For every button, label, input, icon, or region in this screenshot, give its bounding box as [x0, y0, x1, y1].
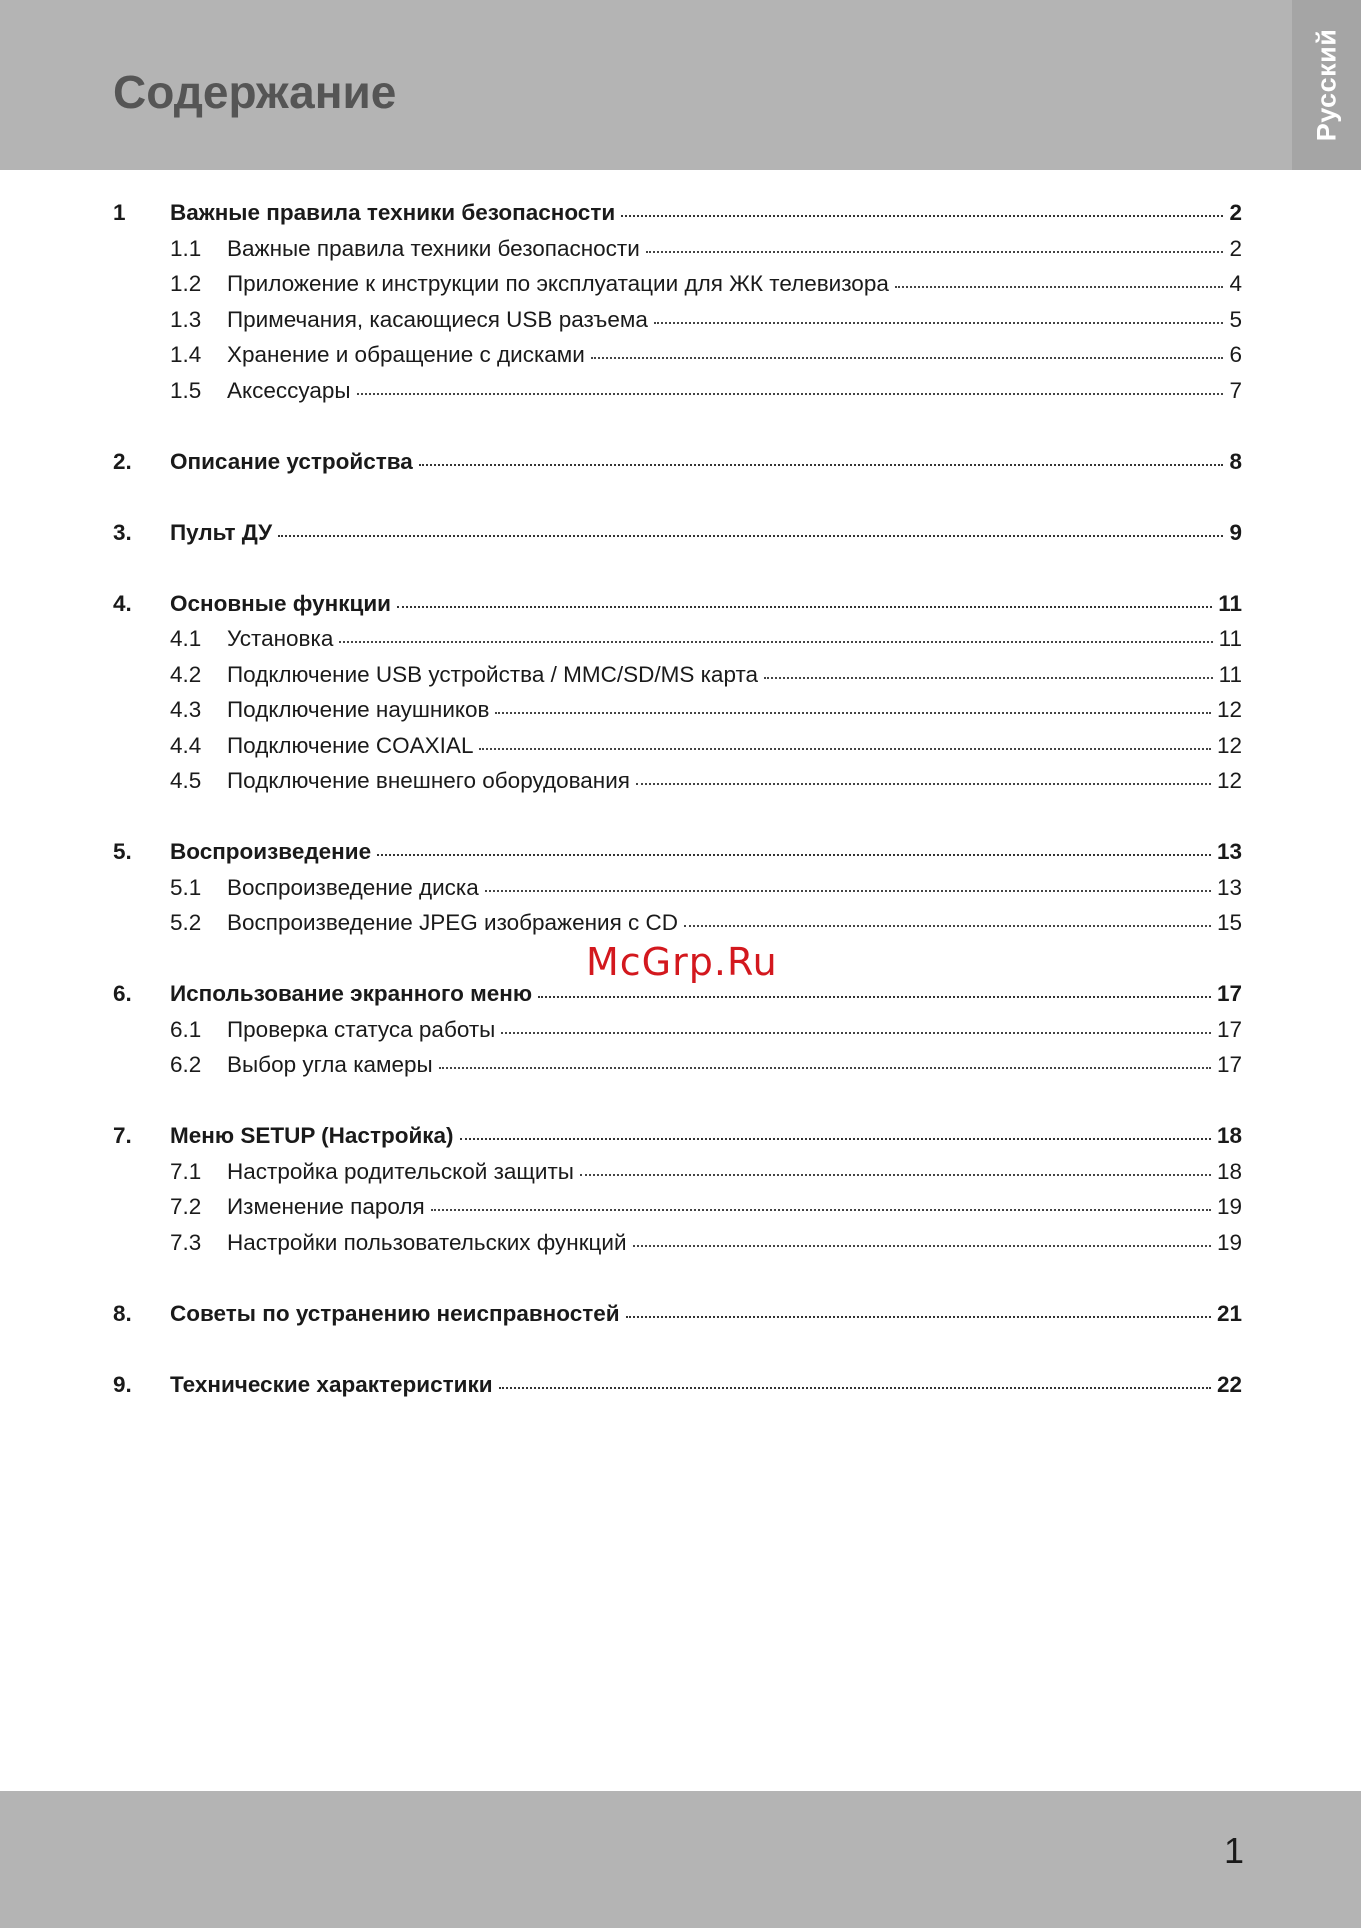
toc-entry-page: 11 [1218, 590, 1242, 616]
toc-entry-number: 2. [113, 448, 132, 474]
toc-entry-major[interactable] [113, 1296, 1242, 1332]
header-band [0, 0, 1292, 170]
toc-entry-sub[interactable] [113, 302, 1242, 338]
toc-entry-number: 7. [113, 1123, 132, 1148]
toc-entry-title: Приложение к инструкции по эксплуатации для ЖК телевизора [227, 271, 889, 296]
toc-entry-page: 2 [1229, 235, 1242, 261]
dot-leader [431, 1208, 1211, 1211]
toc-entry-number: 4.2 [170, 661, 202, 687]
toc-entry-title: Изменение пароля [227, 1194, 425, 1219]
toc-entry-page: 12 [1216, 768, 1242, 793]
toc-entry-number: 1.1 [170, 235, 202, 261]
toc-entry-sub[interactable] [113, 728, 1242, 764]
toc-entry-number: 1 [113, 200, 126, 225]
toc-entry-page: 12 [1216, 697, 1242, 722]
language-tab-label: Русский [1311, 28, 1341, 142]
toc-entry-number: 1.4 [170, 342, 202, 367]
toc-entry-page: 6 [1229, 342, 1242, 367]
toc-entry-major[interactable] [113, 444, 1242, 480]
toc-entry-title: Подключение наушников [227, 697, 490, 722]
toc-entry-number: 7.3 [170, 1229, 202, 1255]
table-of-contents [113, 195, 1242, 1402]
toc-entry-sub[interactable] [113, 763, 1242, 799]
toc-entry-page: 12 [1216, 732, 1242, 758]
toc-entry-page: 17 [1216, 981, 1242, 1006]
toc-entry-title: Воспроизведение диска [227, 874, 479, 900]
toc-entry-number: 4.5 [170, 768, 202, 793]
toc-entry-title: Настройка родительской защиты [227, 1158, 574, 1184]
toc-entry-title: Выбор угла камеры [227, 1052, 433, 1077]
toc-entry-title: Меню SETUP (Настройка) [170, 1123, 454, 1148]
dot-leader [499, 1386, 1211, 1389]
dot-leader [654, 321, 1224, 324]
dot-leader [501, 1031, 1211, 1034]
toc-entry-number: 4. [113, 590, 132, 616]
dot-leader [479, 747, 1211, 750]
page-title: Содержание [113, 66, 397, 118]
language-tab [1292, 0, 1361, 170]
toc-entry-number: 1.2 [170, 271, 202, 296]
toc-entry-major[interactable] [113, 834, 1242, 870]
toc-entry-sub[interactable] [113, 621, 1242, 657]
dot-leader [636, 782, 1211, 785]
toc-entry-page: 19 [1216, 1194, 1242, 1219]
toc-entry-page: 4 [1229, 271, 1242, 296]
toc-entry-sub[interactable] [113, 905, 1242, 941]
toc-entry-number: 7.1 [170, 1158, 202, 1184]
toc-entry-major[interactable] [113, 1367, 1242, 1403]
toc-entry-major[interactable] [113, 515, 1242, 551]
dot-leader [646, 250, 1224, 253]
dot-leader [460, 1137, 1211, 1140]
toc-entry-title: Подключение USB устройства / MMC/SD/MS карта [227, 661, 759, 687]
toc-entry-page: 22 [1216, 1371, 1242, 1397]
toc-entry-title: Настройки пользовательских функций [227, 1229, 627, 1255]
footer-band [0, 1791, 1361, 1928]
toc-entry-page: 18 [1216, 1123, 1242, 1148]
toc-entry-sub[interactable] [113, 1189, 1242, 1225]
toc-entry-number: 8. [113, 1300, 132, 1326]
toc-entry-major[interactable] [113, 586, 1242, 622]
toc-entry-sub[interactable] [113, 1012, 1242, 1048]
toc-entry-sub[interactable] [113, 657, 1242, 693]
toc-entry-page: 11 [1218, 661, 1242, 687]
toc-entry-number: 4.1 [170, 626, 202, 651]
dot-leader [684, 924, 1211, 927]
toc-entry-number: 4.3 [170, 697, 202, 722]
toc-entry-page: 9 [1229, 519, 1242, 545]
toc-entry-page: 19 [1216, 1229, 1242, 1255]
toc-entry-page: 18 [1216, 1158, 1242, 1184]
toc-entry-sub[interactable] [113, 1154, 1242, 1190]
watermark: McGrp.Ru [586, 940, 778, 984]
toc-entry-page: 13 [1216, 839, 1242, 864]
toc-entry-title: Основные функции [170, 590, 392, 616]
toc-entry-title: Проверка статуса работы [227, 1016, 496, 1042]
dot-leader [339, 640, 1212, 643]
toc-entry-title: Технические характеристики [170, 1371, 493, 1397]
dot-leader [495, 711, 1211, 714]
toc-entry-sub[interactable] [113, 373, 1242, 409]
toc-entry-title: Подключение COAXIAL [227, 732, 474, 758]
toc-entry-title: Подключение внешнего оборудования [227, 768, 630, 793]
dot-leader [895, 285, 1224, 288]
dot-leader [626, 1315, 1211, 1318]
dot-leader [538, 995, 1211, 998]
toc-entry-sub[interactable] [113, 692, 1242, 728]
toc-entry-title: Воспроизведение JPEG изображения с CD [227, 910, 679, 935]
toc-entry-page: 15 [1216, 910, 1242, 935]
toc-entry-title: Хранение и обращение с дисками [227, 342, 585, 367]
page-number: 1 [1223, 1830, 1244, 1871]
toc-entry-page: 13 [1216, 874, 1242, 900]
toc-entry-title: Аксессуары [227, 377, 351, 403]
toc-entry-page: 5 [1229, 306, 1242, 332]
toc-entry-major[interactable] [113, 195, 1242, 231]
toc-entry-title: Пульт ДУ [170, 519, 273, 545]
toc-entry-major[interactable] [113, 1118, 1242, 1154]
dot-leader [580, 1173, 1211, 1176]
toc-entry-title: Важные правила техники безопасности [170, 200, 616, 225]
toc-entry-number: 6. [113, 981, 132, 1006]
toc-entry-page: 11 [1218, 626, 1242, 651]
toc-entry-number: 4.4 [170, 732, 202, 758]
dot-leader [621, 214, 1223, 217]
toc-entry-title: Советы по устранению неисправностей [170, 1300, 620, 1326]
dot-leader [633, 1244, 1211, 1247]
toc-entry-number: 3. [113, 519, 132, 545]
dot-leader [419, 463, 1224, 466]
toc-entry-page: 2 [1229, 200, 1242, 225]
toc-entry-number: 1.3 [170, 306, 202, 332]
dot-leader [591, 356, 1224, 359]
toc-entry-title: Важные правила техники безопасности [227, 235, 640, 261]
dot-leader [764, 676, 1213, 679]
toc-entry-title: Примечания, касающиеся USB разъема [227, 306, 648, 332]
toc-entry-number: 7.2 [170, 1194, 202, 1219]
toc-entry-sub[interactable] [113, 266, 1242, 302]
toc-entry-title: Воспроизведение [170, 839, 372, 864]
toc-entry-page: 17 [1216, 1052, 1242, 1077]
toc-entry-title: Установка [227, 626, 334, 651]
dot-leader [397, 605, 1212, 608]
toc-entry-sub[interactable] [113, 1047, 1242, 1083]
toc-entry-number: 6.1 [170, 1016, 202, 1042]
toc-entry-page: 21 [1216, 1300, 1242, 1326]
toc-entry-page: 17 [1216, 1016, 1242, 1042]
toc-entry-number: 9. [113, 1371, 132, 1397]
dot-leader [377, 853, 1211, 856]
toc-entry-number: 5.2 [170, 910, 202, 935]
toc-entry-title: Описание устройства [170, 448, 413, 474]
toc-entry-sub[interactable] [113, 337, 1242, 373]
dot-leader [278, 534, 1223, 537]
toc-entry-title: Использование экранного меню [170, 981, 533, 1006]
toc-entry-sub[interactable] [113, 1225, 1242, 1261]
toc-entry-page: 7 [1229, 377, 1242, 403]
dot-leader [439, 1066, 1211, 1069]
toc-entry-page: 8 [1229, 448, 1242, 474]
dot-leader [357, 392, 1224, 395]
toc-entry-number: 5. [113, 839, 132, 864]
toc-entry-number: 6.2 [170, 1052, 202, 1077]
toc-entry-sub[interactable] [113, 231, 1242, 267]
dot-leader [485, 889, 1211, 892]
toc-entry-sub[interactable] [113, 870, 1242, 906]
toc-entry-number: 1.5 [170, 377, 202, 403]
toc-entry-number: 5.1 [170, 874, 202, 900]
